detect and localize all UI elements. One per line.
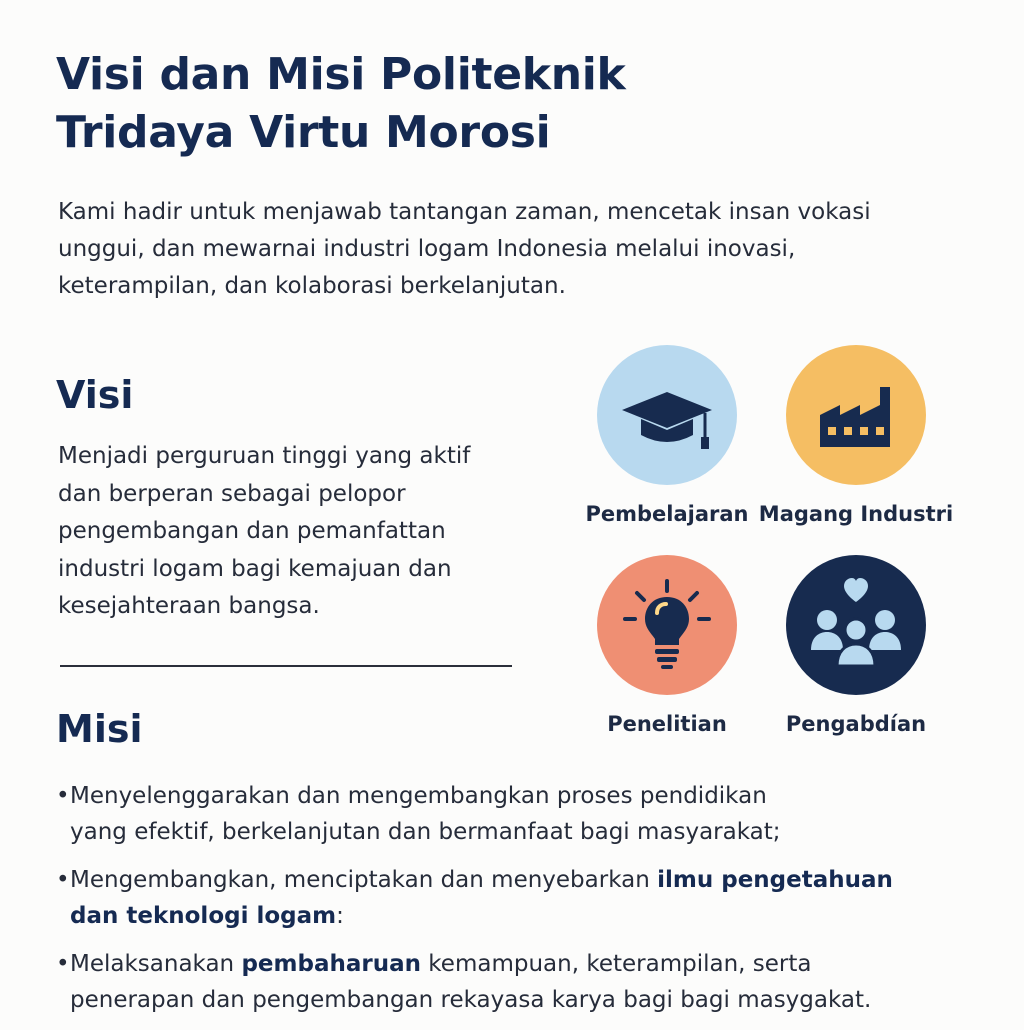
misi-item-emphasis: pembaharuan (241, 951, 421, 977)
pillar-circle (786, 555, 926, 695)
misi-item-line (70, 898, 982, 934)
misi-item-line: penerapan dan pengembangan rekayasa karya bagi bagi masygakat. (70, 987, 872, 1013)
misi-item-emphasis: ilmu pengetahuan (657, 867, 893, 893)
pillar-circle (786, 345, 926, 485)
misi-item-line: yang efektif, berkelanjutan dan bermanfaat bagi masyarakat; (70, 819, 781, 845)
misi-item-line: Menyelenggarakan dan mengembangkan proses pendidikan (70, 783, 767, 809)
misi-item-emphasis: dan teknologi logam (70, 903, 337, 929)
intro-line: unggui, dan mewarnai industri logam Indonesia melalui inovasi, (58, 236, 796, 262)
lightbulb-icon (617, 575, 717, 675)
intro-line: Kami hadir untuk menjawab tantangan zaman, mencetak insan vokasi (58, 199, 871, 225)
misi-list (52, 778, 982, 1030)
page-title-line-1: Visi dan Misi Politeknik (56, 49, 626, 100)
misi-item-text: kemampuan, keterampilan, serta (420, 951, 812, 977)
visi-line: dan berperan sebagai pelopor (58, 480, 406, 507)
intro-paragraph (58, 194, 958, 305)
misi-item (52, 946, 982, 1018)
visi-heading: Visi (56, 373, 134, 417)
misi-item-text: : (336, 903, 344, 929)
section-divider (60, 665, 512, 667)
bullet-icon: • (56, 783, 70, 809)
visi-line: Menjadi perguruan tinggi yang aktif (58, 443, 471, 469)
pillar-magang-industri (741, 345, 971, 527)
misi-item-line (70, 946, 982, 982)
community-icon (801, 570, 911, 680)
page-title (56, 46, 956, 162)
visi-line: pengembangan dan pemanfattan (58, 518, 446, 544)
pillar-label: Pengabdían (785, 712, 927, 736)
misi-item-text: Melaksanakan (70, 951, 242, 977)
page-title-line-2: Tridaya Virtu Morosi (56, 107, 551, 158)
misi-item (52, 778, 982, 850)
misi-item (52, 862, 982, 934)
bullet-icon: • (56, 867, 70, 893)
pillar-label: Magang Industri (758, 502, 954, 526)
misi-item-text: Mengembangkan, menciptakan dan menyebarkan (70, 867, 658, 893)
misi-heading: Misi (56, 707, 143, 751)
factory-icon (806, 365, 906, 465)
misi-item-line (70, 862, 982, 898)
pillar-label: Penelitian (607, 712, 727, 736)
bullet-icon: • (56, 951, 70, 977)
visi-line: kesejahteraan bangsa. (58, 593, 320, 619)
visi-text (58, 438, 528, 626)
pillar-pengabdian (741, 555, 971, 737)
pillar-circle (597, 555, 737, 695)
visi-line: industri logam bagi kemajuan dan (58, 555, 452, 582)
pillar-label: Pembelajaran (585, 502, 749, 526)
pillar-circle (597, 345, 737, 485)
graduation-cap-icon (617, 365, 717, 465)
intro-line: keterampilan, dan kolaborasi berkelanjutan. (58, 273, 566, 299)
